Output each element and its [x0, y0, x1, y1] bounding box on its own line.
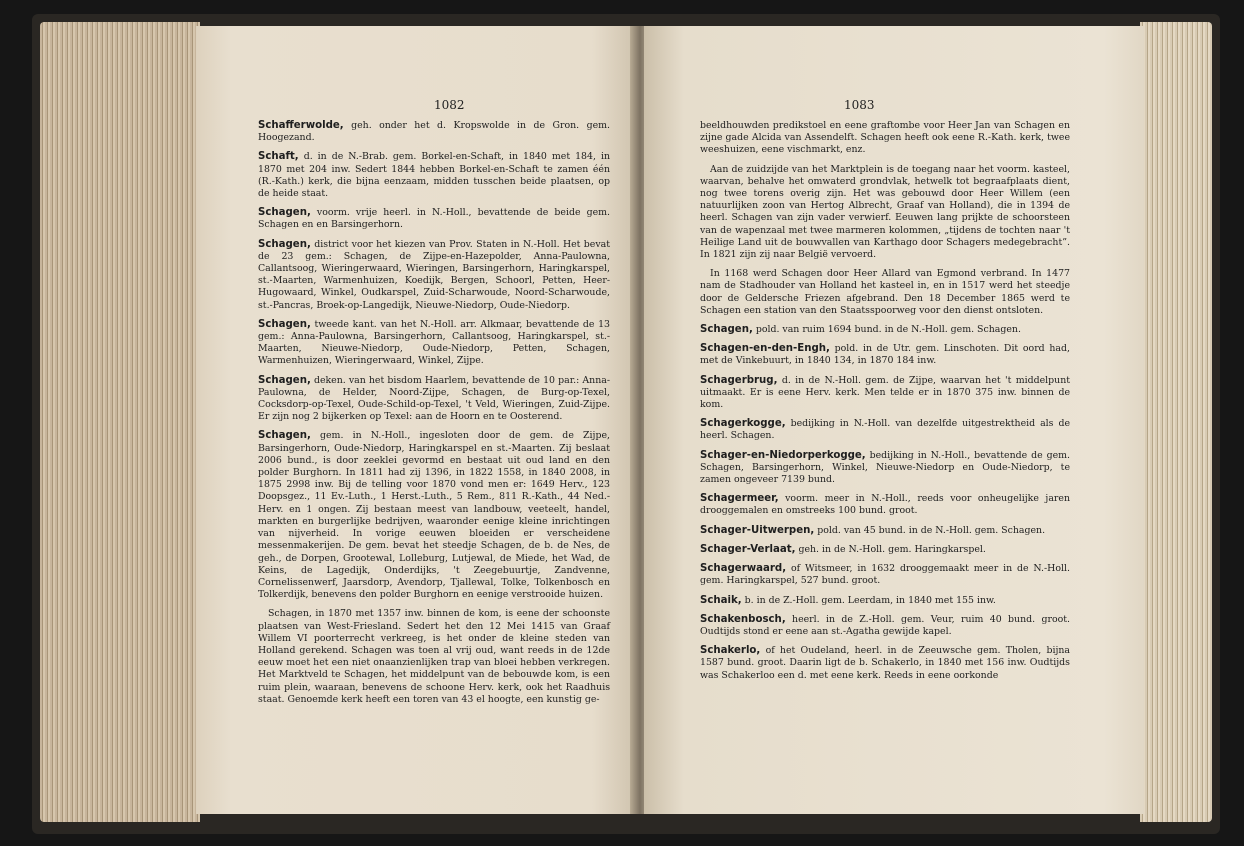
- entry-text: b. in de Z.-Holl. gem. Leerdam, in 1840 met 155 inw.: [744, 594, 996, 606]
- headword: Schagen,: [700, 324, 753, 336]
- entry-text: of het Oudeland, heerl. in de Zeeuwsche gem. Tholen, bijna 1587 bund. groot. Daarin ligt de b. Schakerlo, in 1840 met 156 inw. Oudtijds was Schakerloo een d. met eene kerk. Reeds in eene oorkonde: [700, 645, 1071, 681]
- entry-text: voorm. meer in N.-Holl., reeds voor onheugelijke jaren drooggemalen en omstreeks 100 bund. groot.: [700, 493, 1070, 517]
- entry: [700, 563, 1070, 587]
- entry-text: bedijking in N.-Holl., bevattende de gem. Schagen, Barsingerhorn, Winkel, Nieuwe-Niedorp en Oude-Niedorp, te zamen ongeveer 7139 bund.: [700, 449, 1070, 486]
- entry-text: beeldhouwden predikstoel en eene graftombe voor Heer Jan van Schagen en zijne gade Alcida van Assendelft. Schagen heeft ook eene R.-Kath. kerk, twee weeshuizen, eene vischmarkt, enz.: [700, 120, 1070, 156]
- entry: [700, 418, 1070, 442]
- text-column: [700, 120, 1070, 689]
- entry-text: Aan de zuidzijde van het Marktplein is de toegang naar het voorm. kasteel, waarvan, behalve het omwaterd grondvlak, hetwelk tot begraafplaats dient, nog twee torens overig zijn. Het was gebouwd door Heer Willem (een natuurlijken zoon van Hertog Albrecht, Graaf van Holland), die in 1394 de heerl. Schagen van zijn vader verwierf. Eeuwen lang prijkte de schoorsteen van de wapenzaal met twee marmeren kolommen, „tijdens de tochten naar 't Heilige Land uit de bouwvallen van Karthago door Schagers medegebracht”. In 1821 zijn zij naar België vervoerd.: [700, 163, 1070, 261]
- entry: [700, 525, 1070, 537]
- headword: Schakerlo,: [700, 645, 761, 657]
- entry-text: pold. van ruim 1694 bund. in de N.-Holl. gem. Schagen.: [755, 324, 1021, 336]
- entry-text: tweede kant. van het N.-Holl. arr. Alkmaar, bevattende de 13 gem.: Anna-Paulowna, Barsingerhorn, Callantsoog, Haringkarspel, st.-Maarten, Nieuwe-Niedorp, Oude-Niedorp, Petten, Schagen, Warmenhuizen, Wieringerwaard, Winkel, Zijpe.: [258, 318, 610, 367]
- entry-text: pold. van 45 bund. in de N.-Holl. gem. Schagen.: [817, 524, 1046, 536]
- page-edges-right: [1140, 22, 1212, 822]
- entry: [700, 645, 1070, 682]
- entry-text: geh. onder het d. Kropswolde in de Gron. gem. Hoogezand.: [258, 120, 610, 144]
- text-column: [258, 120, 610, 713]
- entry-text: d. in de N.-Holl. gem. de Zijpe, waarvan het 't middelpunt uitmaakt. Er is eene Herv. kerk. Men telde er in 1870 375 inw. binnen de kom.: [700, 374, 1070, 411]
- headword: Schagen,: [258, 318, 311, 330]
- page-edges-left: [40, 22, 200, 822]
- entry-text: In 1168 werd Schagen door Heer Allard van Egmond verbrand. In 1477 nam de Stadhouder van Holland het kasteel in, en in 1517 werd het steedje door de Geldersche Friezen afgebrand. Den 18 December 1865 werd te Schagen een station van den Staatsspoorweg voor den dienst ontsloten.: [700, 268, 1070, 316]
- entry-text: of Witsmeer, in 1632 drooggemaakt meer in de N.-Holl. gem. Haringkarspel, 527 bund. groot.: [700, 563, 1070, 587]
- headword: Schagen,: [258, 374, 311, 386]
- entry-continued: [258, 608, 610, 706]
- entry-text: d. in de N.-Brab. gem. Borkel-en-Schaft, in 1840 met 184, in 1870 met 204 inw. Sedert 1844 hebben Borkel-en-Schaft te zamen één (R.-Kath.) kerk, die bijna eenzaam, midden tusschen beide plaatsen, op de heide staat.: [258, 151, 610, 200]
- headword: Schaft,: [258, 151, 299, 163]
- headword: Schagen,: [258, 238, 311, 250]
- headword: Schagerwaard,: [700, 563, 787, 575]
- headword: Schagen,: [258, 430, 311, 442]
- entry-text: geh. in de N.-Holl. gem. Haringkarspel.: [798, 543, 986, 555]
- entry: [700, 375, 1070, 412]
- page-number: 1082: [434, 98, 465, 112]
- page-number: 1083: [844, 98, 875, 112]
- headword: Schaik,: [700, 594, 742, 606]
- entry: [258, 151, 610, 200]
- entry: [258, 120, 610, 144]
- entry-text: district voor het kiezen van Prov. Staten in N.-Holl. Het bevat de 23 gem.: Schagen, de Zijpe-en-Hazepolder, Anna-Paulowna, Callantsoog, Wieringerwaard, Wieringen, Barsingerhorn, Haringkarspel, st.-Maarten, Warmenhuizen, Koedijk, Bergen, Schoorl, Petten, Heer-Hugowaard, Winkel, Oudkarspel, Zuid-Scharwoude, Noord-Scharwoude, st.-Pancras, Broek-op-Langedijk, Nieuwe-Niedorp, Oude-Niedorp.: [258, 238, 611, 311]
- entry-text: bedijking in N.-Holl. van dezelfde uitgestrektheid als de heerl. Schagen.: [700, 418, 1070, 442]
- headword: Schager-Uitwerpen,: [700, 524, 815, 536]
- entry: [700, 614, 1070, 638]
- headword: Schagen,: [258, 207, 311, 219]
- entry: [258, 430, 610, 601]
- right-page: [644, 26, 1144, 814]
- left-page: [196, 26, 636, 814]
- entry-text: Schagen, in 1870 met 1357 inw. binnen de kom, is eene der schoonste plaatsen van West-Friesland. Sedert het den 12 Mei 1415 van Graaf Willem VI poorterrecht verkreeg, is het onder de kleine steden van Holland gerekend. Schagen was toen al vrij oud, want reeds in de 12de eeuw moet het een niet onaanzienlijken trap van bloei hebben verkregen. Het Marktveld te Schagen, het middelpunt van de bebouwde kom, is een ruim plein, waaraan, benevens de schoone Herv. kerk, ook het Raadhuis staat. Genoemde kerk heeft een toren van 43 el hoogte, een kunstig ge-: [258, 608, 610, 705]
- entry-continued: [700, 164, 1070, 262]
- entry-text: deken. van het bisdom Haarlem, bevattende de 10 par.: Anna-Paulowna, de Helder, Noord-Zijpe, Schagen, de Burg-op-Texel, Cocksdorp-op-Texel, Oude-Schild-op-Texel, 't Veld, Wieringen, Zuid-Zijpe. Er zijn nog 2 bijkerken op Texel: aan de Hoorn en te Oosterend.: [258, 374, 611, 423]
- entry-text: heerl. in de Z.-Holl. gem. Veur, ruim 40 bund. groot. Oudtijds stond er eene aan st.-Agatha gewijde kapel.: [700, 613, 1070, 637]
- entry-continued: [700, 120, 1070, 157]
- entry: [258, 239, 610, 312]
- entry: [700, 595, 1070, 607]
- headword: Schager-Verlaat,: [700, 543, 796, 555]
- headword: Schagermeer,: [700, 493, 779, 505]
- entry-text: voorm. vrije heerl. in N.-Holl., bevattende de beide gem. Schagen en en Barsingerhorn.: [258, 207, 610, 231]
- headword: Schagerbrug,: [700, 374, 778, 386]
- entry: [700, 343, 1070, 367]
- entry: [258, 207, 610, 231]
- entry: [258, 319, 610, 368]
- entry: [258, 375, 610, 424]
- headword: Schager-en-Niedorperkogge,: [700, 449, 866, 461]
- headword: Schakenbosch,: [700, 613, 786, 625]
- headword: Schagen-en-den-Engh,: [700, 343, 830, 355]
- entry-text: pold. in de Utr. gem. Linschoten. Dit oord had, met de Vinkebuurt, in 1840 134, in 1870 184 inw.: [700, 343, 1070, 367]
- entry-continued: [700, 268, 1070, 317]
- entry-text: gem. in N.-Holl., ingesloten door de gem. de Zijpe, Barsingerhorn, Oude-Niedorp, Haringkarspel en st.-Maarten. Zij beslaat 2006 bund., is door zeeklei gevormd en bestaat uit oud land en den polder Burghorn. In 1811 had zij 1396, in 1822 1558, in 1840 2008, in 1875 2998 inw. Bij de telling voor 1870 vond men er: 1649 Herv., 123 Doopsgez., 11 Ev.-Luth., 1 Herst.-Luth., 5 Rem., 811 R.-Kath., 44 Ned.-Herv. en 1 ongen. Zij bestaan meest van landbouw, veeteelt, handel, markten en burgerlijke bedrijven, waaronder eenige kleine inrichtingen van nijverheid. In vorige eeuwen bloeiden er verscheidene messenmakerijen. De gem. bevat het steedje Schagen, de b. de Nes, de geh., de Dorpen, Grootewal, Lolleburg, Lutjewal, de Miede, het Wad, de Keins, de Lagedijk, Onderdijks, 't Zeegebuurtje, Zandvenne, Cornelissenwerf, Jaarsdorp, Avendorp, Tjallewal, Tolke, Tolkenbosch en Tolkerdijk, benevens den polder Burghorn en eenige verstrooide huizen.: [258, 430, 610, 601]
- entry: [700, 324, 1070, 336]
- headword: Schagerkogge,: [700, 418, 786, 430]
- entry: [700, 450, 1070, 487]
- entry: [700, 544, 1070, 556]
- entry: [700, 493, 1070, 517]
- headword: Schafferwolde,: [258, 120, 344, 131]
